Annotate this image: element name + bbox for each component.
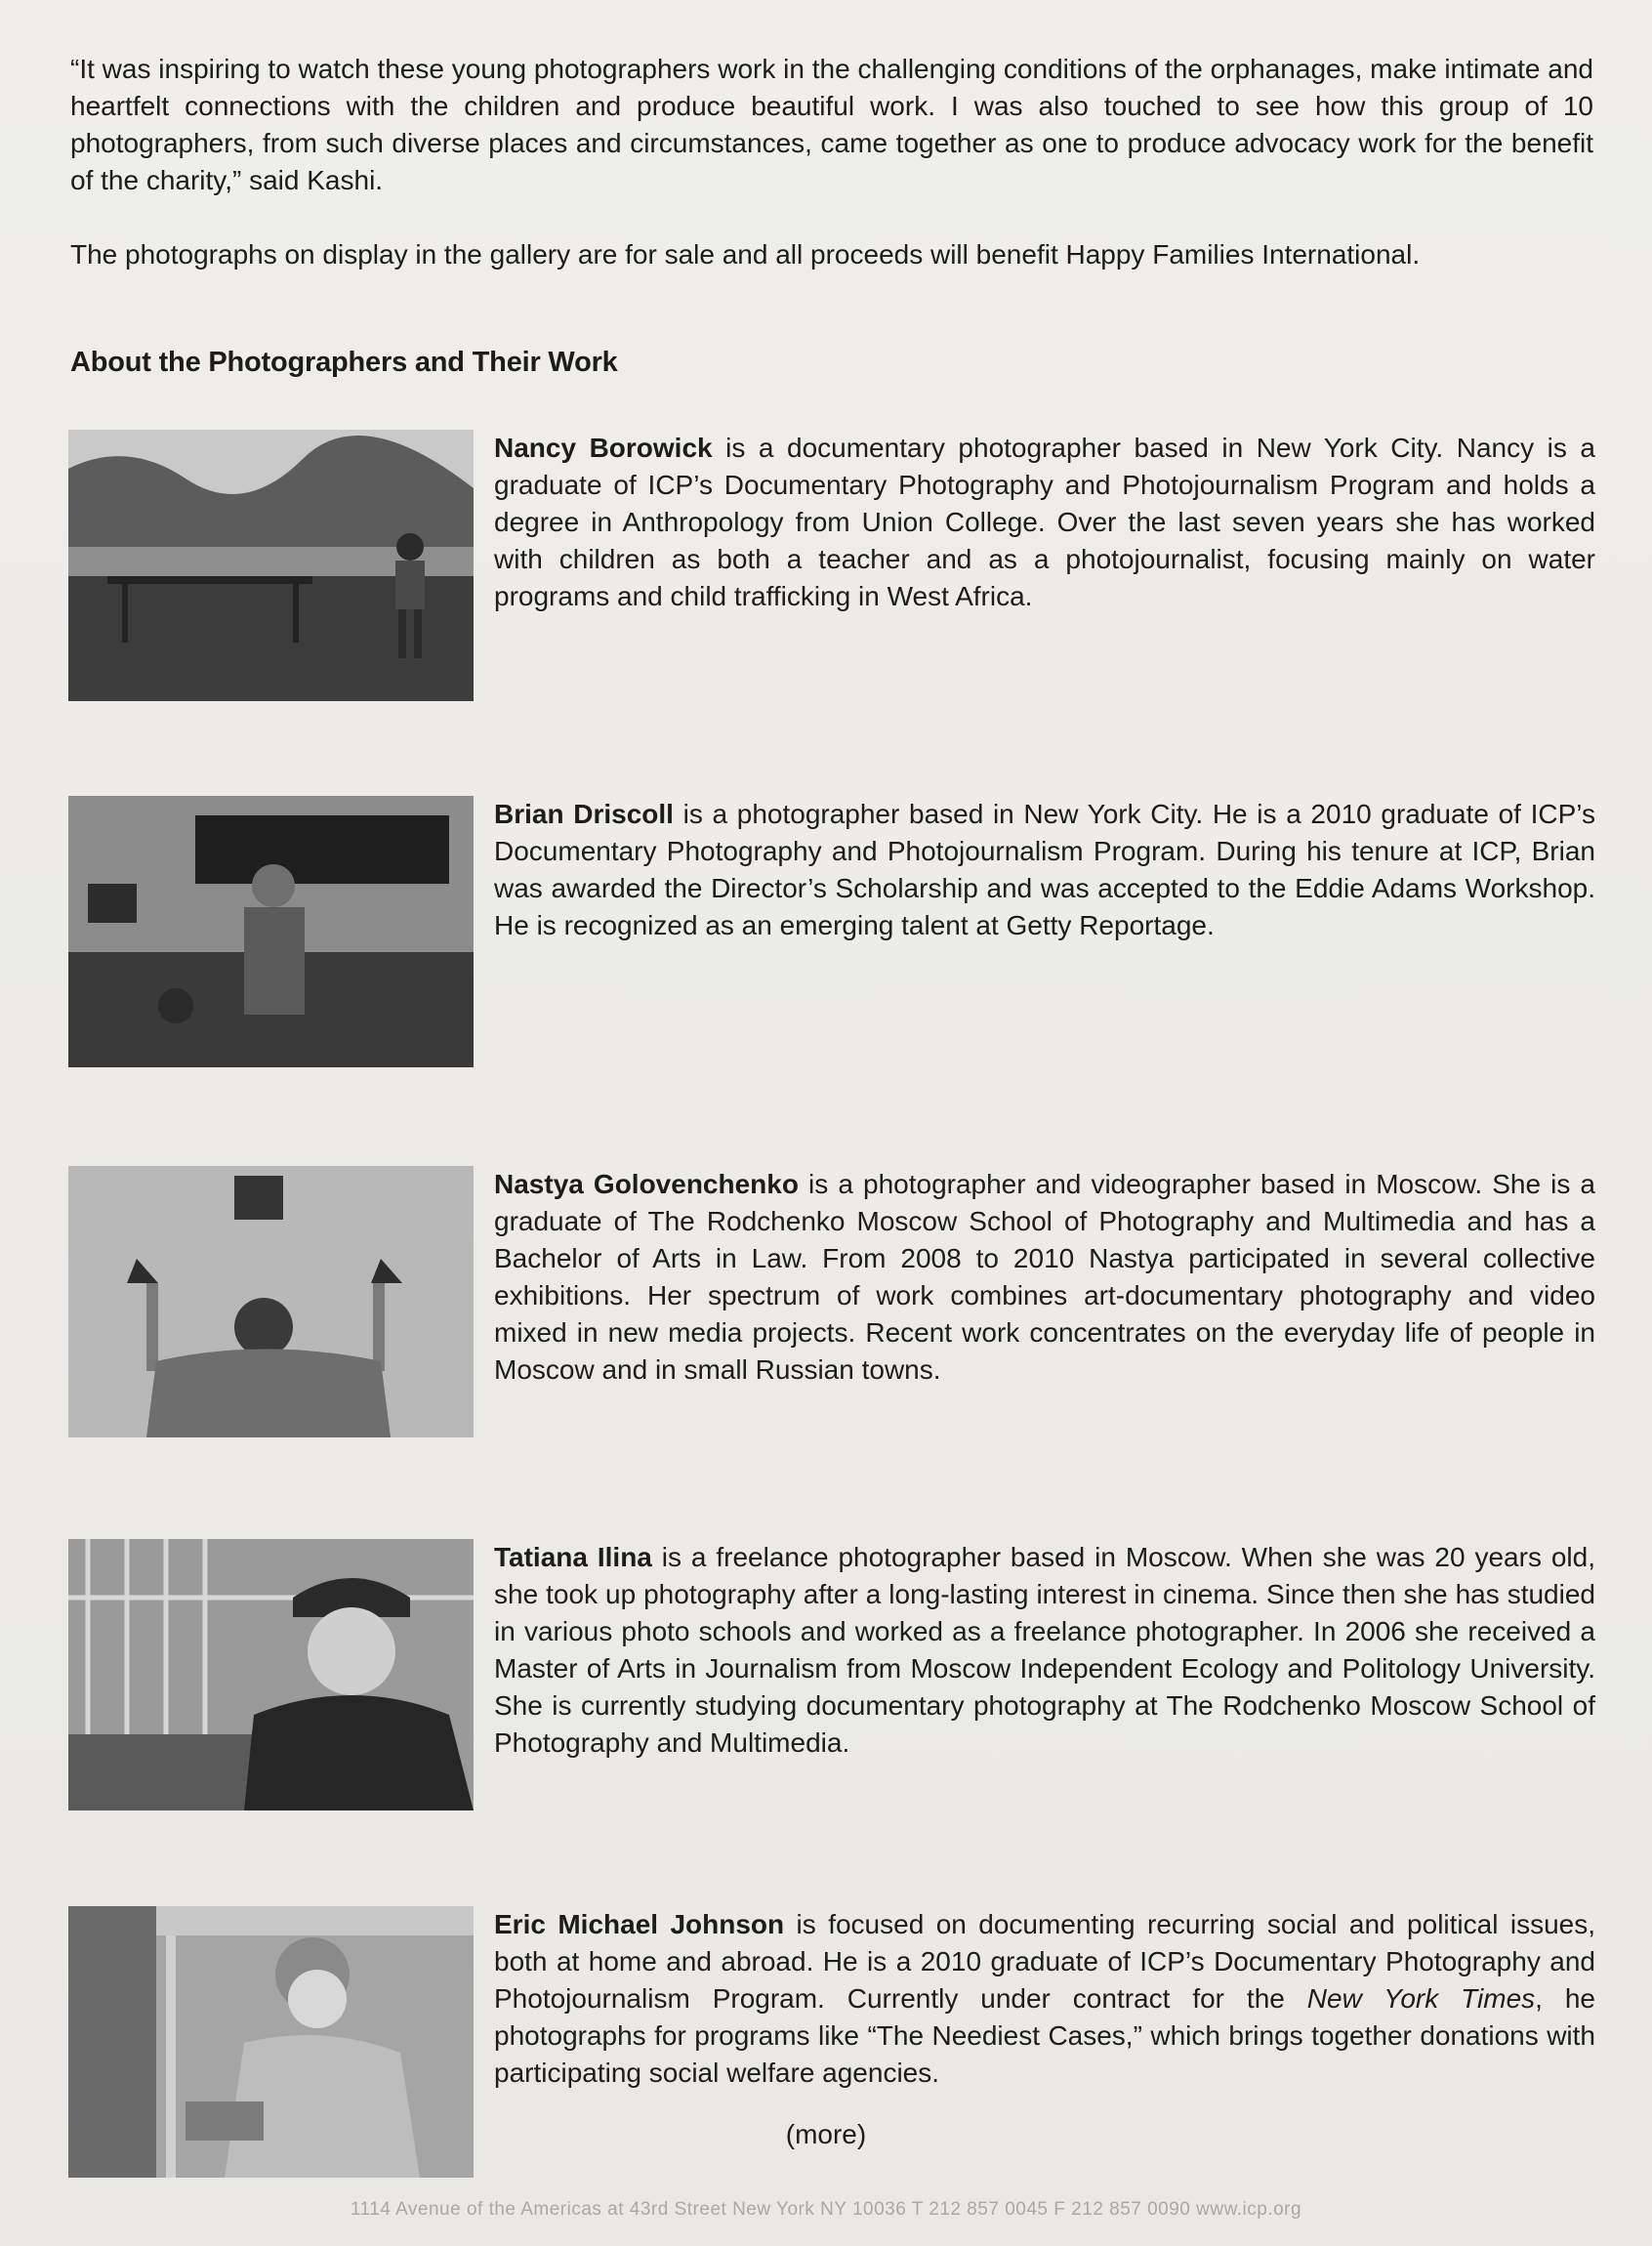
bio-tatiana-ilina: [68, 1539, 1596, 1822]
bio-text-nancy-borowick: [494, 430, 1595, 615]
photo-tatiana-ilina: [68, 1539, 474, 1810]
more-indicator: (more): [785, 2119, 867, 2149]
bio-nancy-borowick: [68, 430, 1596, 713]
bio-description: is a documentary photographer based in New York City. Nancy is a graduate of ICP’s Documentary Photography and Photojournalism Program and holds a degree in Anthropology from Union College. Over the last seven years she has worked with children as both a teacher and as a photojournalist, focusing mainly on water programs and child trafficking in West Africa.: [494, 433, 1595, 611]
photo-nancy-borowick: [68, 430, 474, 701]
bio-description-part-2: , he photographs for programs like “The Neediest Cases,” which brings together donations with participating social welfare agencies.: [494, 1983, 1595, 2088]
bio-name: Nastya Golovenchenko: [494, 1169, 799, 1199]
section-heading: About the Photographers and Their Work: [70, 347, 618, 378]
intro-section: [70, 51, 1593, 311]
photo-brian-driscoll: [68, 796, 474, 1067]
bio-description: is a freelance photographer based in Moscow. When she was 20 years old, she took up photography after a long-lasting interest in cinema. Since then she has studied in various photo schools and worked as a freelance photographer. In 2006 she received a Master of Arts in Journalism from Moscow Independent Ecology and Politology University. She is currently studying documentary photography at The Rodchenko Moscow School of Photography and Multimedia.: [494, 1542, 1595, 1758]
footer-address: 1114 Avenue of the Americas at 43rd Street New York NY 10036 T 212 857 0045 F 212 857 0090 www.icp.org: [350, 2199, 1302, 2220]
photo-nastya-golovenchenko: [68, 1166, 474, 1437]
sale-note: The photographs on display in the gallery are for sale and all proceeds will benefit Happy Families International.: [70, 239, 1421, 270]
bio-brian-driscoll: [68, 796, 1596, 1079]
bio-name: Nancy Borowick: [494, 433, 713, 463]
bio-description: is a photographer and videographer based in Moscow. She is a graduate of The Rodchenko Moscow School of Photography and Multimedia and has a Bachelor of Arts in Law. From 2008 to 2010 Nastya participated in several collective exhibitions. Her spectrum of work combines art-documentary photography and video mixed in new media projects. Recent work concentrates on the everyday life of people in Moscow and in small Russian towns.: [494, 1169, 1596, 1385]
publication-name: New York Times: [1306, 1983, 1536, 2014]
bio-name: Tatiana Ilina: [494, 1542, 652, 1572]
bio-name: Brian Driscoll: [494, 799, 674, 829]
bio-name: Eric Michael Johnson: [494, 1909, 785, 1939]
bio-text-brian-driscoll: [494, 796, 1595, 944]
bio-text-nastya-golovenchenko: [494, 1166, 1595, 1389]
bio-text-eric-michael-johnson: [494, 1906, 1595, 2092]
bio-description-part-1: is focused on documenting recurring social and political issues, both at home and abroad. He is a 2010 graduate of ICP’s Documentary Photography and Photojournalism Program. Currently under contract for the: [494, 1909, 1595, 2014]
bio-description: is a photographer based in New York City. He is a 2010 graduate of ICP’s Documentary Photography and Photojournalism Program. During his tenure at ICP, Brian was awarded the Director’s Scholarship and was accepted to the Eddie Adams Workshop. He is recognized as an emerging talent at Getty Reportage.: [494, 799, 1595, 940]
bio-text-tatiana-ilina: [494, 1539, 1595, 1762]
kashi-quote: “It was inspiring to watch these young photographers work in the challenging conditions of the orphanages, make intimate and heartfelt connections with the children and produce beautiful work. I was also touched to see how this group of 10 photographers, from such diverse places and circumstances, came together as one to produce advocacy work for the benefit of the charity,” said Kashi.: [70, 54, 1593, 195]
bio-nastya-golovenchenko: [68, 1166, 1596, 1449]
